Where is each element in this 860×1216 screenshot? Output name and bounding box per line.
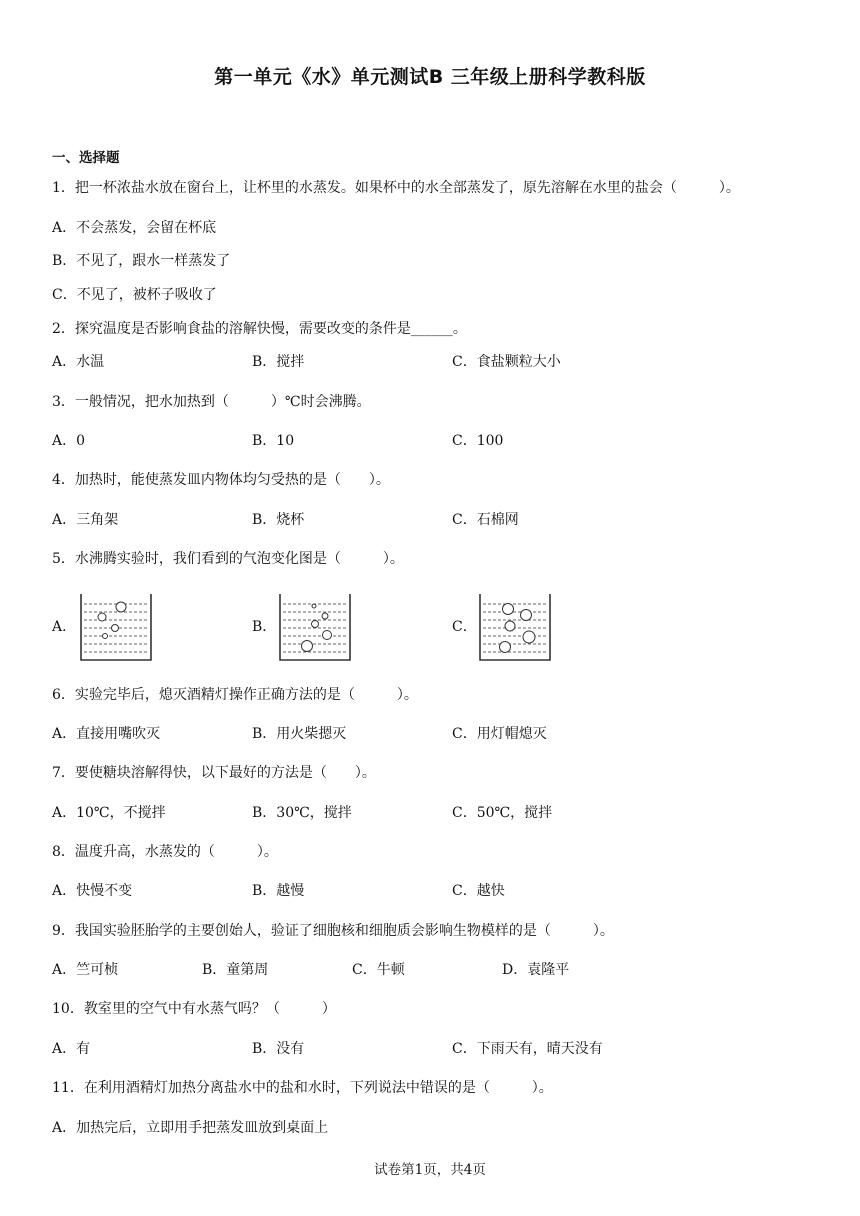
q9-option-b: B．童第周 [202,962,269,978]
q10-option-b: B．没有 [252,1041,305,1057]
bubble [322,613,328,619]
q10-option-c: C．下雨天有，晴天没有 [452,1041,603,1057]
bubble [103,634,108,639]
bubble [523,631,535,643]
question-1: 1．把一杯浓盐水放在窗台上，让杯里的水蒸发。如果杯中的水全部蒸发了，原先溶解在水里的盐会（ ）。 [52,180,740,196]
question-5: 5．水沸腾实验时，我们看到的气泡变化图是（ ）。 [52,551,404,567]
question-2: 2．探究温度是否影响食盐的溶解快慢，需要改变的条件是______。 [52,321,467,337]
q9-option-c: C．牛顿 [352,962,405,978]
q6-option-a: A．直接用嘴吹灭 [52,726,161,742]
page-footer: 试卷第1页，共4页 [374,1162,486,1178]
q4-option-a: A．三角架 [52,512,119,528]
bubble [503,604,514,615]
bubble [505,621,515,631]
page-title: 第一单元《水》单元测试B 三年级上册科学教科版 [214,66,646,88]
q4-option-b: B．烧杯 [252,512,305,528]
beaker-a-diagram [78,590,154,662]
question-10: 10．教室里的空气中有水蒸气吗？（ ） [52,1001,336,1017]
q8-option-a: A．快慢不变 [52,883,133,899]
q1-option-b: B．不见了，跟水一样蒸发了 [52,253,231,269]
question-8: 8．温度升高，水蒸发的（ ）。 [52,844,278,860]
question-11: 11．在利用酒精灯加热分离盐水中的盐和水时，下列说法中错误的是（ ）。 [52,1080,553,1096]
bubble [312,621,319,628]
question-3: 3．一般情况，把水加热到（ ）℃时会沸腾。 [52,394,371,410]
q7-option-c: C．50℃，搅拌 [452,805,553,821]
bubble [98,613,106,621]
bubble [112,625,119,632]
q6-option-b: B．用火柴摁灭 [252,726,347,742]
q2-option-a: A．水温 [52,354,105,370]
section-heading: 一、选择题 [52,150,120,166]
q3-option-b: B．10 [252,433,295,449]
q10-option-a: A．有 [52,1041,91,1057]
q1-option-a: A．不会蒸发，会留在杯底 [52,220,217,236]
bubble [116,602,126,612]
q9-option-d: D．袁隆平 [502,962,570,978]
q8-option-b: B．越慢 [252,883,305,899]
q6-option-c: C．用灯帽熄灭 [452,726,547,742]
beaker-c-diagram [477,590,553,662]
q1-option-c: C．不见了，被杯子吸收了 [52,287,217,303]
q3-option-a: A．0 [52,433,86,449]
question-4: 4．加热时，能使蒸发皿内物体均匀受热的是（ ）。 [52,472,390,488]
bubble [500,642,511,653]
q7-option-b: B．30℃，搅拌 [252,805,352,821]
bubble [521,610,532,621]
q5-option-b: B． [252,619,277,635]
q9-option-a: A．竺可桢 [52,962,119,978]
q5-option-a: A． [52,619,77,635]
q2-option-c: C．食盐颗粒大小 [452,354,561,370]
beaker-b-diagram [277,590,353,662]
q7-option-a: A．10℃，不搅拌 [52,805,166,821]
question-6: 6．实验完毕后，熄灭酒精灯操作正确方法的是（ ）。 [52,687,418,703]
q3-option-c: C．100 [452,433,504,449]
bubble [323,631,332,640]
q5-option-c: C． [452,619,477,635]
bubble [302,641,313,652]
q11-option-a: A．加热完后，立即用手把蒸发皿放到桌面上 [52,1120,329,1136]
q2-option-b: B．搅拌 [252,354,305,370]
question-7: 7．要使糖块溶解得快，以下最好的方法是（ ）。 [52,765,376,781]
bubble [312,604,316,608]
q4-option-c: C．石棉网 [452,512,519,528]
question-9: 9．我国实验胚胎学的主要创始人，验证了细胞核和细胞质会影响生物模样的是（ ）。 [52,923,614,939]
q8-option-c: C．越快 [452,883,505,899]
